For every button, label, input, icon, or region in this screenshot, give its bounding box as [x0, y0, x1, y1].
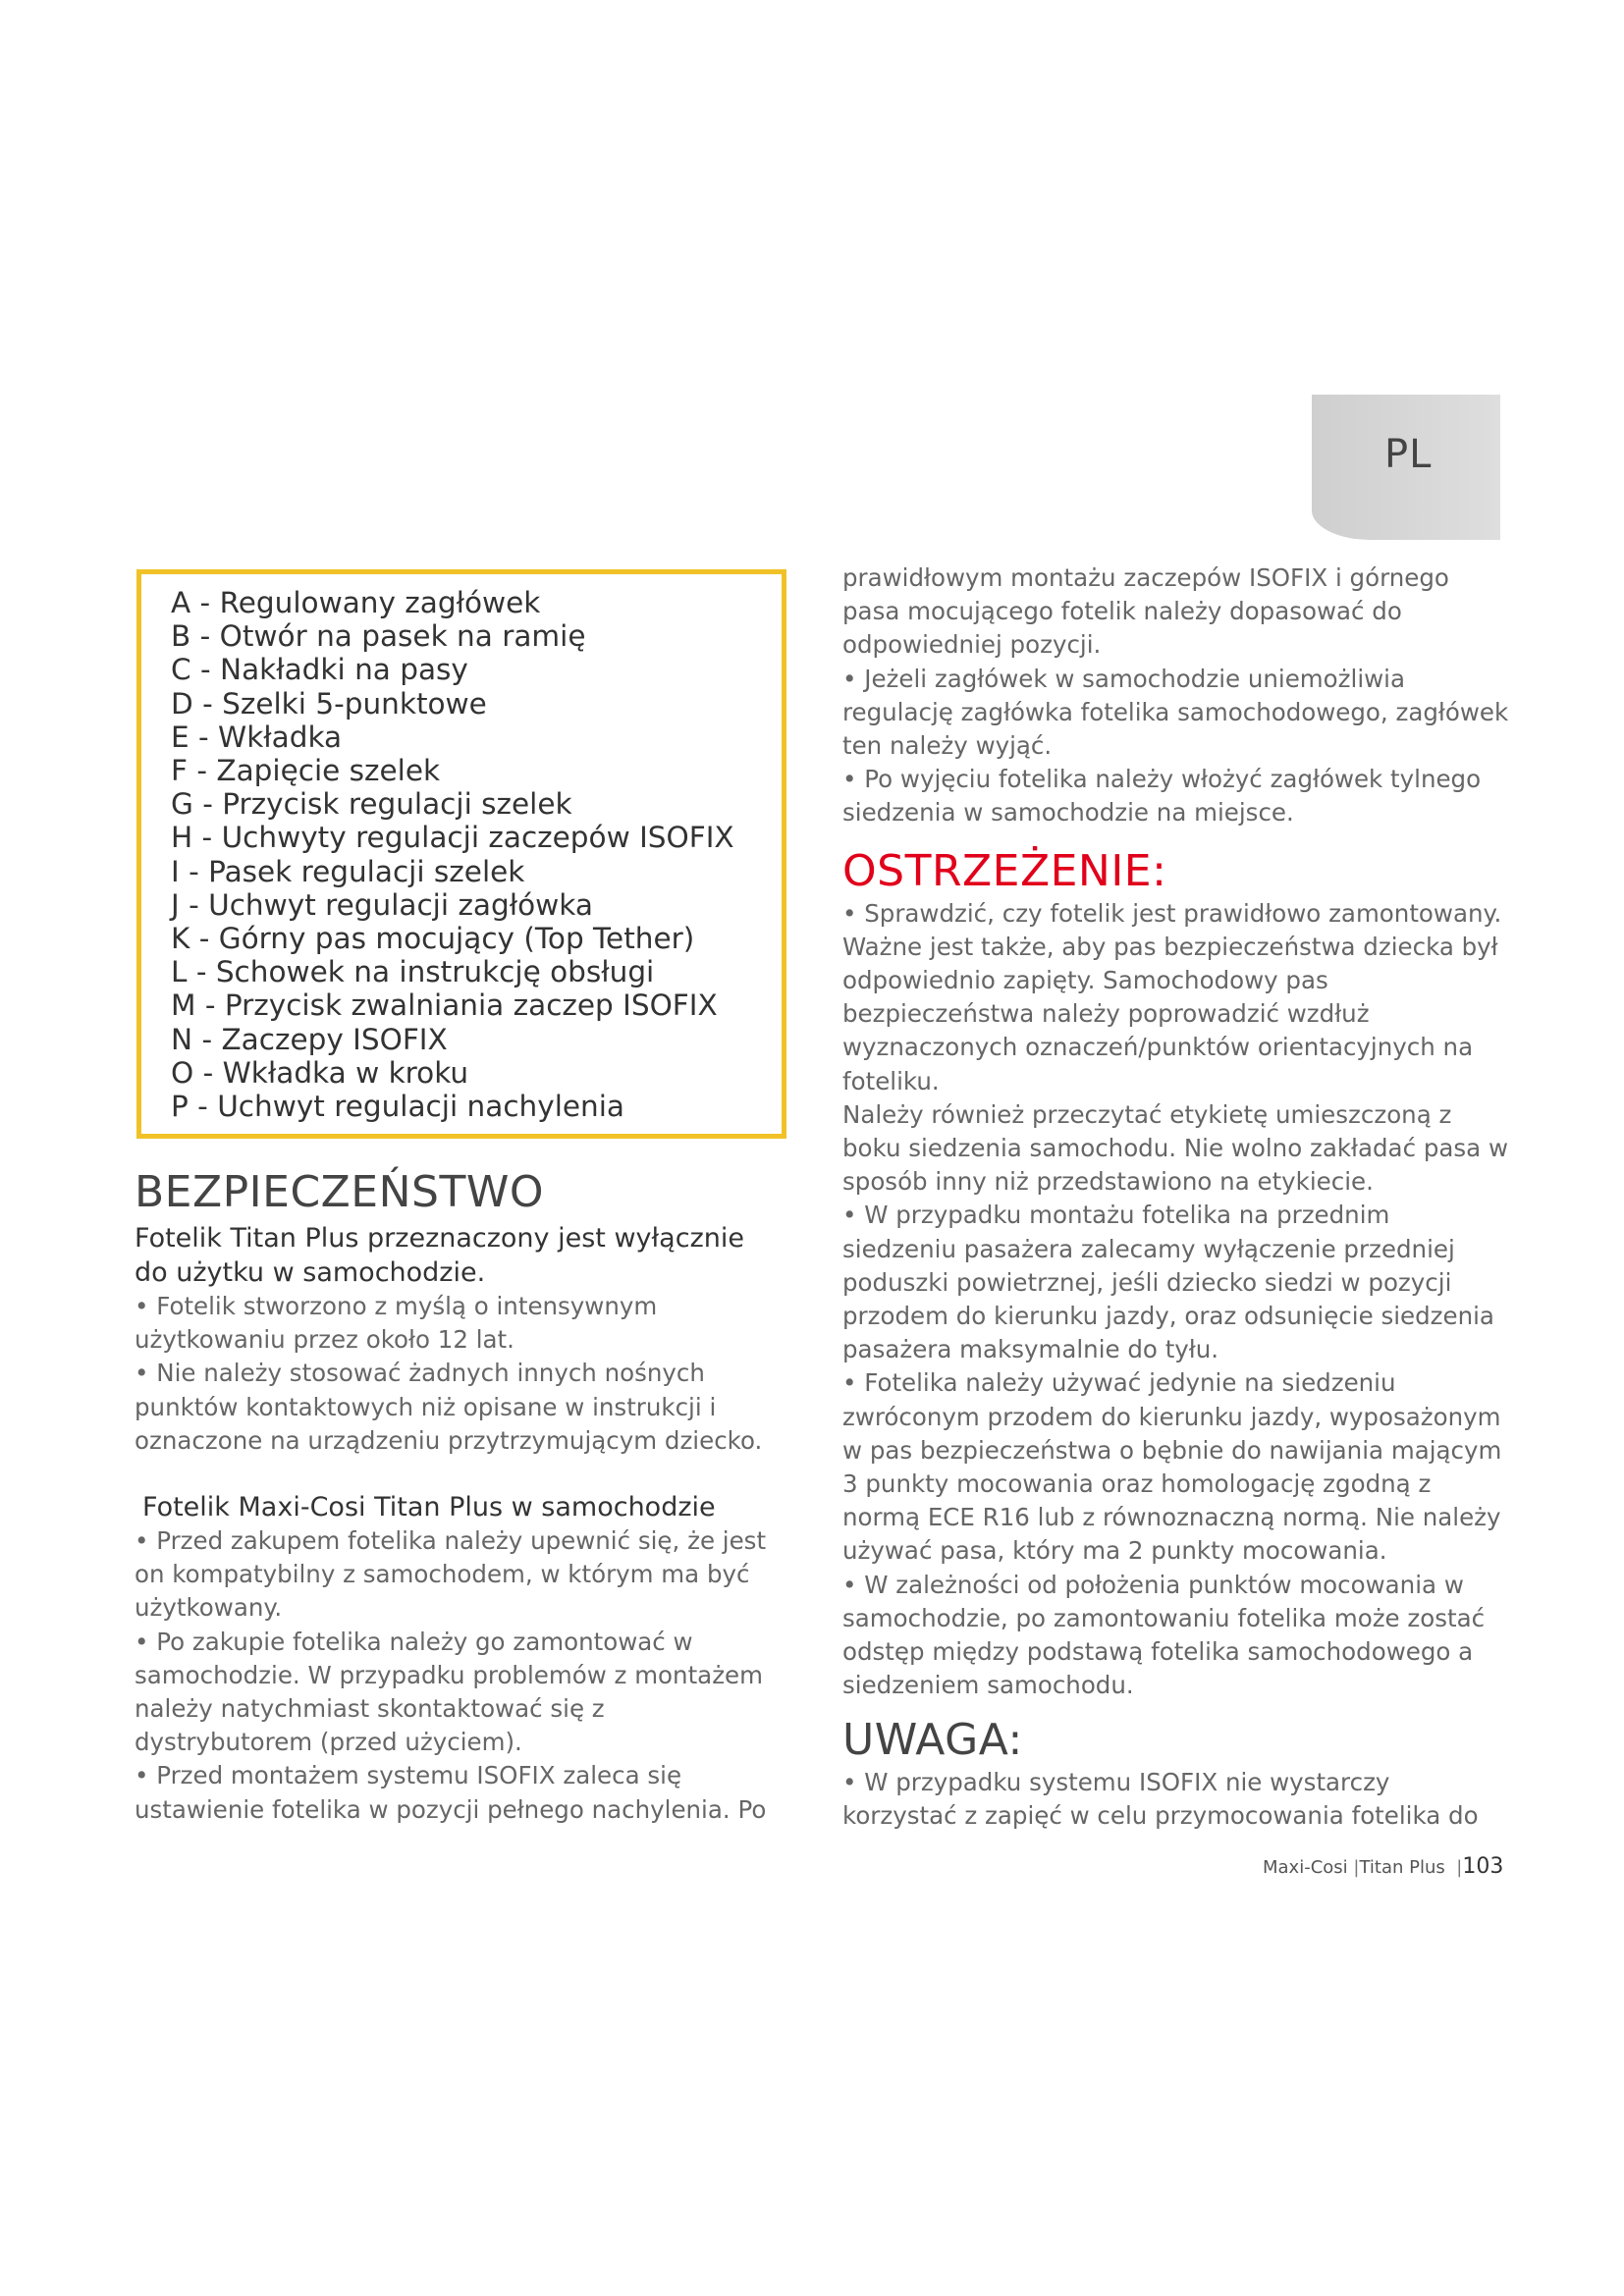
car-paragraph: • Po zakupie fotelika należy go zamontować w samochodzie. W przypadku problemów z montażem należy natychmiast skontaktować się z dystrybutorem (przed użyciem).: [135, 1627, 763, 1757]
note-paragraph: • W przypadku systemu ISOFIX nie wystarczy korzystać z zapięć w celu przymocowania fotelika do: [842, 1767, 1479, 1830]
footer-separator: |: [1450, 1857, 1463, 1878]
warning-paragraph: • Fotelika należy używać jedynie na siedzeniu zwróconym przodem do kierunku jazdy, wyposażonym w pas bezpieczeństwa o bębnie do nawijania mającym 3 punkty mocowania oraz homologację zgodną z normą ECE R16 lub z równoznaczną normą. Nie należy używać pasa, który ma 2 punkty mocowania.: [842, 1368, 1502, 1566]
warning-paragraph: Należy również przeczytać etykietę umieszczoną z boku siedzenia samochodu. Nie wolno zakładać pasa w sposób inny niż przedstawiono na etykiecie.: [842, 1099, 1508, 1197]
warning-paragraph: • Sprawdzić, czy fotelik jest prawidłowo zamontowany. Ważne jest także, aby pas bezpieczeństwa dziecka był odpowiednio zapięty. Samochodowy pas bezpieczeństwa należy poprowadzić wzdłuż wyznaczonych oznaczeń/punktów orientacyjnych na foteliku.: [842, 898, 1502, 1095]
parts-legend-list: [171, 586, 734, 1123]
legend-item: G - Przycisk regulacji szelek: [171, 787, 572, 822]
legend-item: O - Wkładka w kroku: [171, 1055, 469, 1090]
legend-item: H - Uchwyty regulacji zaczepów ISOFIX: [171, 821, 734, 855]
page-footer: [1263, 1854, 1533, 1879]
warning-heading: OSTRZEŻENIE:: [842, 845, 1167, 896]
legend-item: L - Schowek na instrukcję obsługi: [171, 955, 655, 989]
language-tab: [1312, 395, 1500, 540]
headrest-paragraph: • Jeżeli zagłówek w samochodzie uniemożliwia regulację zagłówka fotelika samochodowego, zagłówek ten należy wyjąć.: [842, 664, 1509, 761]
legend-item: K - Górny pas mocujący (Top Tether): [171, 922, 695, 956]
safety-paragraph: • Fotelik stworzono z myślą o intensywnym użytkowaniu przez około 12 lat.: [135, 1292, 658, 1355]
legend-item: D - Szelki 5-punktowe: [171, 686, 487, 721]
footer-brand: Maxi-Cosi: [1263, 1857, 1348, 1878]
legend-item: C - Nakładki na pasy: [171, 653, 468, 687]
page-number: 103: [1462, 1854, 1504, 1879]
legend-item: I - Pasek regulacji szelek: [171, 854, 525, 888]
legend-item: M - Przycisk zwalniania zaczep ISOFIX: [171, 988, 718, 1023]
safety-lead: Fotelik Titan Plus przeznaczony jest wyłącznie do użytku w samochodzie.: [135, 1223, 744, 1288]
warning-paragraph: • W zależności od położenia punktów mocowania w samochodzie, po zamontowaniu fotelika może zostać odstęp między podstawą fotelika samochodowego a siedzeniem samochodu.: [842, 1570, 1486, 1700]
legend-item: A - Regulowany zagłówek: [171, 586, 541, 619]
legend-item: P - Uchwyt regulacji nachylenia: [171, 1090, 625, 1124]
headrest-paragraph: • Po wyjęciu fotelika należy włożyć zagłówek tylnego siedzenia w samochodzie na miejsce.: [842, 765, 1482, 828]
legend-item: F - Zapięcie szelek: [171, 754, 441, 788]
footer-product: Titan Plus: [1359, 1857, 1445, 1878]
safety-heading: BEZPIECZEŃSTWO: [135, 1167, 544, 1217]
legend-item: N - Zaczepy ISOFIX: [171, 1022, 448, 1056]
footer-separator: |: [1353, 1857, 1360, 1878]
note-heading: UWAGA:: [842, 1714, 1023, 1765]
legend-item: J - Uchwyt regulacji zagłówka: [171, 887, 593, 922]
legend-item: E - Wkładka: [171, 720, 343, 754]
safety-paragraph: • Nie należy stosować żadnych innych nośnych punktów kontaktowych niż opisane w instrukcji i oznaczone na urządzeniu przytrzymującym dziecko.: [135, 1359, 763, 1455]
language-label: PL: [1384, 432, 1433, 477]
legend-item: B - Otwór na pasek na ramię: [171, 619, 586, 654]
car-paragraph: • Przed montażem systemu ISOFIX zaleca się ustawienie fotelika w pozycji pełnego nachylenia. Po: [135, 1761, 767, 1824]
car-subheading: Fotelik Maxi-Cosi Titan Plus w samochodzie: [142, 1492, 716, 1523]
safety-section: [135, 1164, 783, 1827]
continued-paragraph: prawidłowym montażu zaczepów ISOFIX i górnego pasa mocującego fotelik należy dopasować do odpowiedniej pozycji.: [842, 563, 1449, 660]
parts-legend-box: [136, 569, 786, 1139]
right-column: [842, 561, 1510, 1833]
car-paragraph: • Przed zakupem fotelika należy upewnić się, że jest on kompatybilny z samochodem, w którym ma być użytkowany.: [135, 1526, 767, 1623]
warning-paragraph: • W przypadku montażu fotelika na przednim siedzeniu pasażera zalecamy wyłączenie przedniej poduszki powietrznej, jeśli dziecko siedzi w pozycji przodem do kierunku jazdy, oraz odsunięcie siedzenia pasażera maksymalnie do tyłu.: [842, 1201, 1494, 1364]
